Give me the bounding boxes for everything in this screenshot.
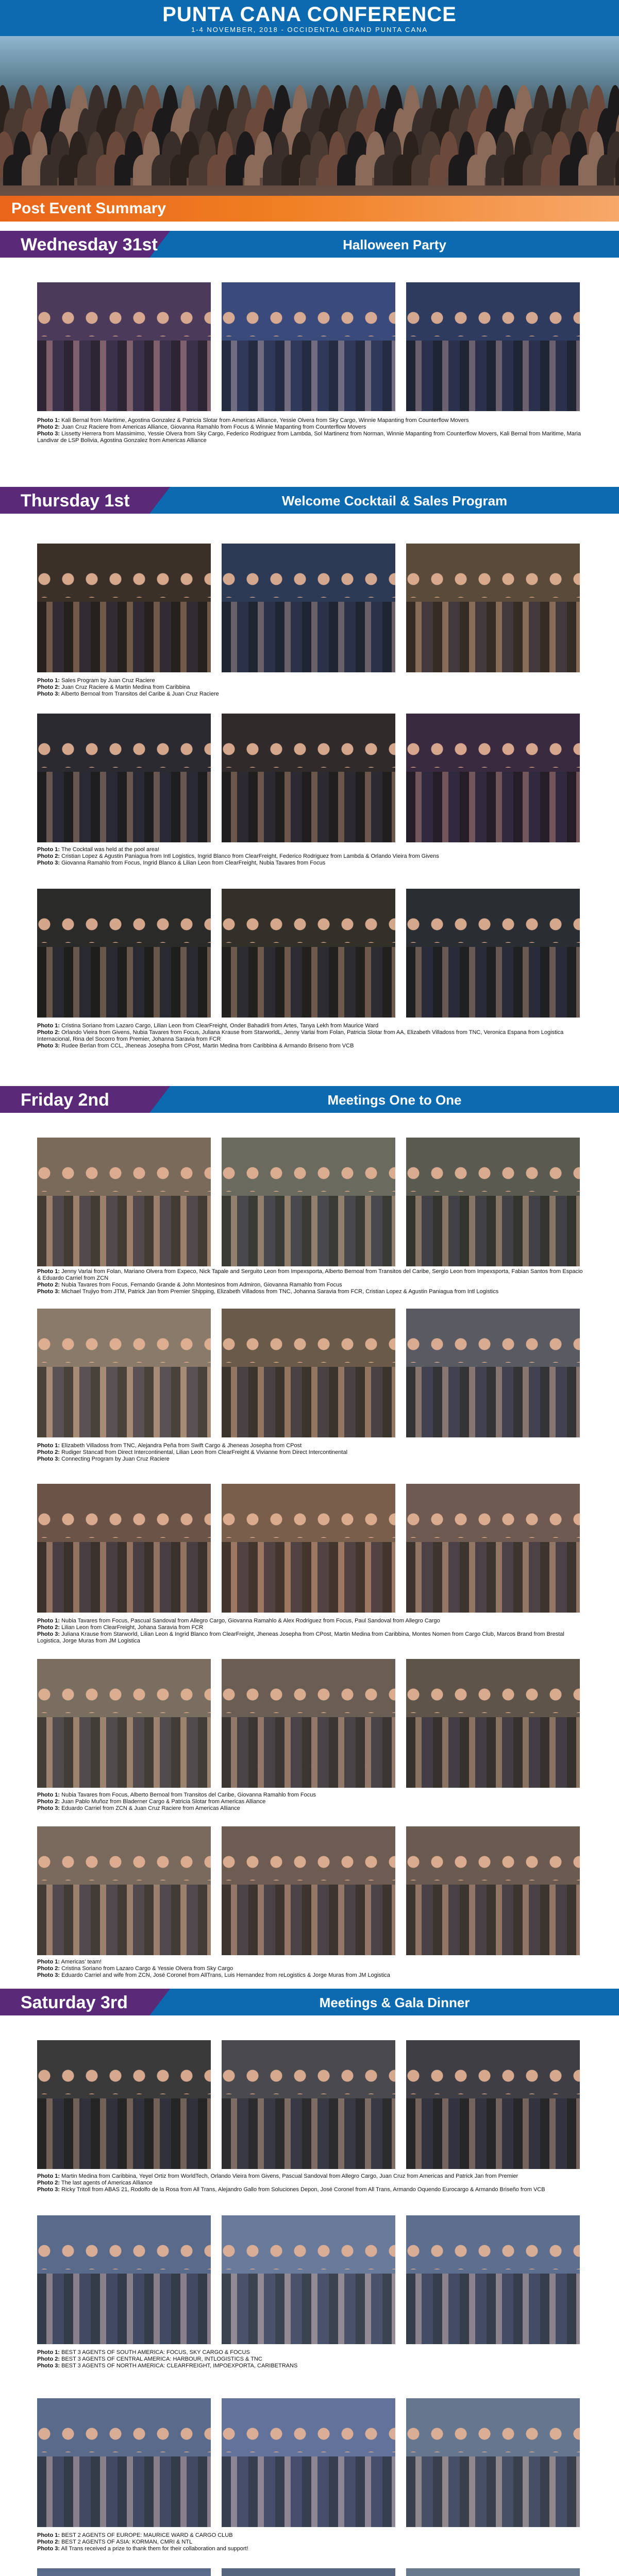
photo <box>222 2568 395 2576</box>
caption-block: Photo 1: The Cocktail was held at the pool area! Photo 2: Cristian Lopez & Agustin Paniagua from Intl Logistics, Ingrid Blanco from ClearFreight, Federico Rodriguez from Lambda & Orlando Vieira from Givens Photo 3: Giovanna Ramahlo from Focus, Ingrid Blanco & Lilian Leon from ClearFreight, Nubia Tavares from Focus <box>37 846 439 866</box>
photo <box>222 544 395 672</box>
photo <box>406 714 580 842</box>
photo <box>37 2568 211 2576</box>
photo <box>406 1484 580 1613</box>
caption-block: Photo 1: Sales Program by Juan Cruz Raciere Photo 2: Juan Cruz Raciere & Martin Medina from Caribbina Photo 3: Alberto Bernoal from Transitos del Caribe & Juan Cruz Raciere <box>37 677 219 697</box>
photo <box>406 1138 580 1266</box>
photo <box>37 2040 211 2169</box>
event-title: Meetings One to One <box>327 1092 462 1108</box>
photo <box>406 1309 580 1437</box>
photo <box>222 282 395 411</box>
day-bar-wednesday <box>0 231 619 258</box>
header-banner <box>0 0 619 196</box>
photo <box>222 1484 395 1613</box>
day-title: Wednesday 31st <box>21 235 158 255</box>
caption-block: Photo 1: BEST 3 AGENTS OF SOUTH AMERICA: FOCUS, SKY CARGO & FOCUS Photo 2: BEST 3 AGENTS OF CENTRAL AMERICA: HARBOUR, INTLOGISTICS & TNC Photo 3: BEST 3 AGENTS OF NORTH AMERICA: CLEARFREIGHT, IMPOEXPORTA, CARIBETRANS <box>37 2349 298 2369</box>
caption-block: Photo 1: Kali Bernal from Maritime, Agostina Gonzalez & Patricia Slotar from Americas Alliance, Yessie Olvera from Sky Cargo, Winnie Mapanting from Counterflow Movers Photo 2: Juan Cruz Raciere from Americas Alliance, Giovanna Ramahlo from Focus & Winnie Mapanting from Counterflow Movers Photo 3: Lissetty Herrera from Massimimo, Yessie Olvera from Sky Cargo, Federico Rodriguez from Lambda, Sol Martinenz from Norman, Winnie Mapanting from Counterflow Movers, Kali Bernal from Maritime, Maria Landivar de LSP Bolivia, Agostina Gonzalez from Americas Alliance <box>37 417 581 444</box>
day-bar-friday <box>0 1086 619 1113</box>
photo <box>406 2398 580 2527</box>
photo <box>222 2398 395 2527</box>
caption-block: Photo 1: BEST 2 AGENTS OF EUROPE: MAURICE WARD & CARGO CLUB Photo 2: BEST 2 AGENTS OF ASIA: KORMAN, CMRI & NTL Photo 3: All Trans received a prize to thank them for their collaboration and support! <box>37 2532 248 2552</box>
event-title: Halloween Party <box>343 237 446 252</box>
photo <box>37 714 211 842</box>
post-event-summary-bar <box>0 196 619 222</box>
photo <box>37 544 211 672</box>
photo <box>222 889 395 1018</box>
photo <box>406 2215 580 2344</box>
photo <box>222 714 395 842</box>
event-title: Meetings & Gala Dinner <box>319 1995 470 2010</box>
photo <box>222 1826 395 1955</box>
photo <box>406 1659 580 1788</box>
photo <box>37 1484 211 1613</box>
day-bar-saturday <box>0 1989 619 2015</box>
post-event-summary-label: Post Event Summary <box>11 200 166 217</box>
caption-block: Photo 1: Americas' team! Photo 2: Cristina Soriano from Lazaro Cargo & Yessie Olvera from Sky Cargo Photo 3: Eduardo Carriel and wife from ZCN, José Coronel from AllTrans, Luis Hernandez from reLogistics & Jorge Muras from JM Logistica <box>37 1959 390 1978</box>
photo <box>37 2215 211 2344</box>
photo <box>222 1309 395 1437</box>
caption-block: Photo 1: Elizabeth Villadoss from TNC, Alejandra Peña from Swift Cargo & Jheneas Josepha from CPost Photo 2: Rudiger Stancatl from Direct Intercontinental, Lilian Leon from ClearFreight & Vivianne from Direct Intercontinental Photo 3: Connecting Program by Juan Cruz Raciere <box>37 1443 348 1462</box>
caption-block: Photo 1: Jenny Varlai from Folan, Mariano Olvera from Expeco, Nick Tapale and Serguito Leon from Impexsporta, Alberto Bernoal from Transitos del Caribe, Sergio Leon from Impexsporta, Fabian Santos from Espacio & Eduardo Carriel from ZCN Photo 2: Nubia Tavares from Focus, Fernando Grande & John Montesinos from Admiron, Giovanna Ramahlo from Focus Photo 3: Michael Trujiyo from JTM, Patrick Jan from Premier Shipping, Elizabeth Villadoss from TNC, Johanna Saravia from FCR, Cristian Lopez & Agustin Paniagua from Intl Logistics <box>37 1268 583 1295</box>
group-photo <box>0 36 619 196</box>
photo <box>222 2040 395 2169</box>
photo <box>222 1138 395 1266</box>
day-title: Saturday 3rd <box>21 1993 128 2012</box>
photo <box>406 544 580 672</box>
photo <box>37 1826 211 1955</box>
photo <box>37 282 211 411</box>
caption-block: Photo 1: Nubia Tavares from Focus, Pascual Sandoval from Allegro Cargo, Giovanna Ramahlo & Alex Rodriguez from Focus, Paul Sandoval from Allegro Cargo Photo 2: Lilian Leon from ClearFreight, Johana Saravia from FCR Photo 3: Juliana Krause from Starworld, Lilian Leon & Ingrid Blanco from ClearFreight, Jheneas Josepha from CPost, Martin Medina from Caribbina, Montes Nomen from Cargo Club, Marcos Brand from Brestal Logistica, Jorge Muras from JM Logistica <box>37 1618 564 1644</box>
photo <box>37 1309 211 1437</box>
photo <box>406 1826 580 1955</box>
photo <box>222 2215 395 2344</box>
photo <box>37 1659 211 1788</box>
photo <box>37 1138 211 1266</box>
photo <box>406 2568 580 2576</box>
day-bar-thursday <box>0 487 619 514</box>
conference-title: PUNTA CANA CONFERENCE <box>162 3 457 26</box>
day-title: Friday 2nd <box>21 1090 109 1110</box>
day-title: Thursday 1st <box>21 491 130 511</box>
caption-block: Photo 1: Martin Medina from Caribbina, Yeyel Ortiz from WorldTech, Orlando Vieira from Givens, Pascual Sandoval from Allegro Cargo, Juan Cruz from Americas and Patrick Jan from Premier Photo 2: The last agents of Americas Alliance Photo 3: Ricky Tritoll from ABAS 21, Rodolfo de la Rosa from All Trans, Alejandro Gallo from Soluciones Depon, José Coronel from All Trans, Armando Oquendo Eurocargo & Armando Briseño from VCB <box>37 2173 545 2193</box>
caption-block: Photo 1: Nubia Tavares from Focus, Alberto Bernoal from Transitos del Caribe, Giovanna Ramahlo from Focus Photo 2: Juan Pablo Muñoz from Bladerner Cargo & Patricia Slotar from Americas Alliance Photo 3: Eduardo Carriel from ZCN & Juan Cruz Raciere from Americas Alliance <box>37 1792 316 1811</box>
conference-subtitle: 1-4 NOVEMBER, 2018 - OCCIDENTAL GRAND PUNTA CANA <box>191 26 428 33</box>
photo <box>406 889 580 1018</box>
photo <box>406 2040 580 2169</box>
photo <box>37 889 211 1018</box>
photo <box>222 1659 395 1788</box>
caption-block: Photo 1: Cristina Soriano from Lazaro Cargo, Lilian Leon from ClearFreight, Onder Bahadirli from Artes, Tanya Lekh from Maurice Ward Photo 2: Orlando Vieira from Givens, Nubia Tavares from Focus, Juliana Krause from StarworldL, Jenny Varlai from Folan, Patricia Slotar from AA, Elizabeth Villadoss from TNC, Veronica Espana from Logistica Internacional, Rina del Socorro from Premier, Johanna Saravia from FCR Photo 3: Rudee Berlan from CCL, Jheneas Josepha from CPost, Martin Medina from Caribbina & Armando Briseno from VCB <box>37 1023 564 1049</box>
event-title: Welcome Cocktail & Sales Program <box>281 493 508 509</box>
photo <box>406 282 580 411</box>
photo <box>37 2398 211 2527</box>
